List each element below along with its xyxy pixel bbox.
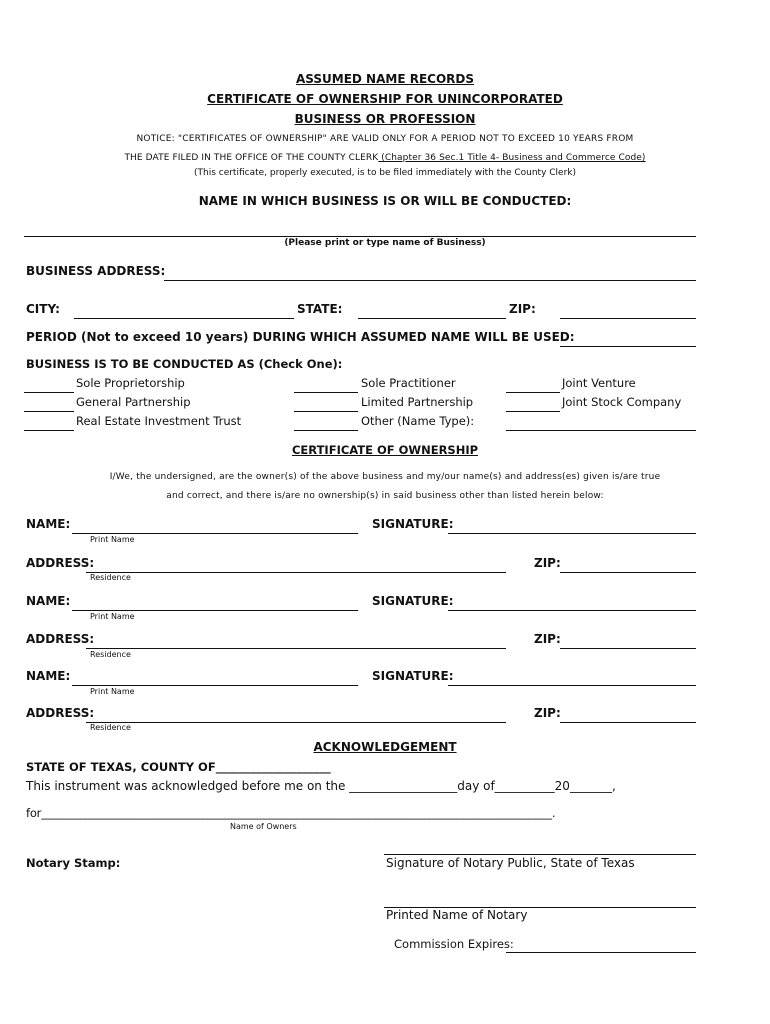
owner1-print-name-caption: Print Name <box>90 535 135 544</box>
city-label: CITY: <box>26 302 60 316</box>
owner3-address-field[interactable] <box>86 722 506 723</box>
owner1-residence-caption: Residence <box>90 573 131 582</box>
owner2-residence-caption: Residence <box>90 650 131 659</box>
owner2-zip-label: ZIP: <box>534 632 561 646</box>
owner3-name-label: NAME: <box>26 669 71 683</box>
form-title-line1: ASSUMED NAME RECORDS <box>296 72 474 86</box>
owner1-signature-label: SIGNATURE: <box>372 517 454 531</box>
owner3-signature-label: SIGNATURE: <box>372 669 454 683</box>
owner1-zip-label: ZIP: <box>534 556 561 570</box>
owner1-name-label: NAME: <box>26 517 71 531</box>
sole-proprietorship-checkbox[interactable] <box>24 392 74 393</box>
city-field[interactable] <box>74 318 294 319</box>
owner3-zip-field[interactable] <box>560 722 696 723</box>
ownership-statement-line2: and correct, and there is/are no ownership(s) in said business other than listed herein below: <box>166 491 604 501</box>
certificate-heading: CERTIFICATE OF OWNERSHIP <box>291 443 479 457</box>
owner1-address-field[interactable] <box>86 572 506 573</box>
notary-stamp-label: Notary Stamp: <box>26 856 121 870</box>
commission-expires-label: Commission Expires: <box>394 937 514 951</box>
for-owners-line: for____________________________________________________________________________________________. <box>26 806 556 820</box>
option-limited-partnership: Limited Partnership <box>361 395 474 409</box>
notary-signature-label: Signature of Notary Public, State of Texas <box>386 856 635 870</box>
owner1-name-field[interactable] <box>72 533 358 534</box>
business-address-label: BUSINESS ADDRESS: <box>26 264 166 278</box>
owner3-address-label: ADDRESS: <box>26 706 95 720</box>
notice-statute-reference: (Chapter 36 Sec.1 Title 4- Business and Commerce Code) <box>378 153 646 163</box>
form-title-line3: BUSINESS OR PROFESSION <box>294 112 476 126</box>
option-joint-venture: Joint Venture <box>562 376 636 390</box>
limited-partnership-checkbox[interactable] <box>294 411 358 412</box>
notice-line1: NOTICE: "CERTIFICATES OF OWNERSHIP" ARE VALID ONLY FOR A PERIOD NOT TO EXCEED 10 YEARS FROM <box>136 134 634 144</box>
joint-stock-company-checkbox[interactable] <box>506 411 560 412</box>
reit-checkbox[interactable] <box>24 430 74 431</box>
notice-line3: (This certificate, properly executed, is to be filed immediately with the County Clerk) <box>193 168 576 178</box>
general-partnership-checkbox[interactable] <box>24 411 74 412</box>
business-name-field[interactable] <box>24 236 696 237</box>
notice-line2 <box>0 153 770 163</box>
option-general-partnership: General Partnership <box>76 395 191 409</box>
owner2-print-name-caption: Print Name <box>90 612 135 621</box>
form-title-line2: CERTIFICATE OF OWNERSHIP FOR UNINCORPORATED <box>207 92 563 106</box>
business-name-heading: NAME IN WHICH BUSINESS IS OR WILL BE CONDUCTED: <box>198 194 572 208</box>
owner3-name-field[interactable] <box>72 685 358 686</box>
state-label: STATE: <box>297 302 343 316</box>
zip-field[interactable] <box>560 318 696 319</box>
other-name-type-field[interactable] <box>506 430 696 431</box>
owner1-signature-field[interactable] <box>448 533 696 534</box>
owner1-address-label: ADDRESS: <box>26 556 95 570</box>
owner2-address-label: ADDRESS: <box>26 632 95 646</box>
owner2-name-field[interactable] <box>72 610 358 611</box>
state-county-line: STATE OF TEXAS, COUNTY OF____________________ <box>26 760 331 774</box>
other-checkbox[interactable] <box>294 430 358 431</box>
period-label: PERIOD (Not to exceed 10 years) DURING WHICH ASSUMED NAME WILL BE USED: <box>26 330 575 344</box>
business-address-field[interactable] <box>164 280 696 281</box>
owner3-zip-label: ZIP: <box>534 706 561 720</box>
owner3-print-name-caption: Print Name <box>90 687 135 696</box>
joint-venture-checkbox[interactable] <box>506 392 560 393</box>
owner2-signature-label: SIGNATURE: <box>372 594 454 608</box>
owner2-zip-field[interactable] <box>560 648 696 649</box>
conducted-as-label: BUSINESS IS TO BE CONDUCTED AS (Check One): <box>26 357 343 371</box>
owner3-residence-caption: Residence <box>90 723 131 732</box>
sole-practitioner-checkbox[interactable] <box>294 392 358 393</box>
ownership-statement-line1: I/We, the undersigned, are the owner(s) of the above business and my/our name(s) and address(es) given is/are true <box>109 472 661 482</box>
owner2-signature-field[interactable] <box>448 610 696 611</box>
notary-printed-name-label: Printed Name of Notary <box>386 908 528 922</box>
owner2-name-label: NAME: <box>26 594 71 608</box>
commission-expires-field[interactable] <box>506 952 696 953</box>
option-sole-proprietorship: Sole Proprietorship <box>76 376 185 390</box>
business-name-caption: (Please print or type name of Business) <box>284 238 486 248</box>
acknowledgement-heading: ACKNOWLEDGEMENT <box>313 740 457 754</box>
instrument-acknowledged-line: This instrument was acknowledged before me on the __________________day of__________20_______, <box>26 779 616 793</box>
owner1-zip-field[interactable] <box>560 572 696 573</box>
zip-label: ZIP: <box>509 302 536 316</box>
notice-line2-text: THE DATE FILED IN THE OFFICE OF THE COUNTY CLERK <box>124 153 379 163</box>
option-joint-stock-company: Joint Stock Company <box>562 395 682 409</box>
notary-signature-field[interactable] <box>384 854 696 855</box>
owner2-address-field[interactable] <box>86 648 506 649</box>
state-field[interactable] <box>358 318 506 319</box>
option-other: Other (Name Type): <box>361 414 475 428</box>
option-real-estate-investment-trust: Real Estate Investment Trust <box>76 414 242 428</box>
owner3-signature-field[interactable] <box>448 685 696 686</box>
option-sole-practitioner: Sole Practitioner <box>361 376 456 390</box>
period-field[interactable] <box>560 346 696 347</box>
owners-caption: Name of Owners <box>230 822 297 831</box>
